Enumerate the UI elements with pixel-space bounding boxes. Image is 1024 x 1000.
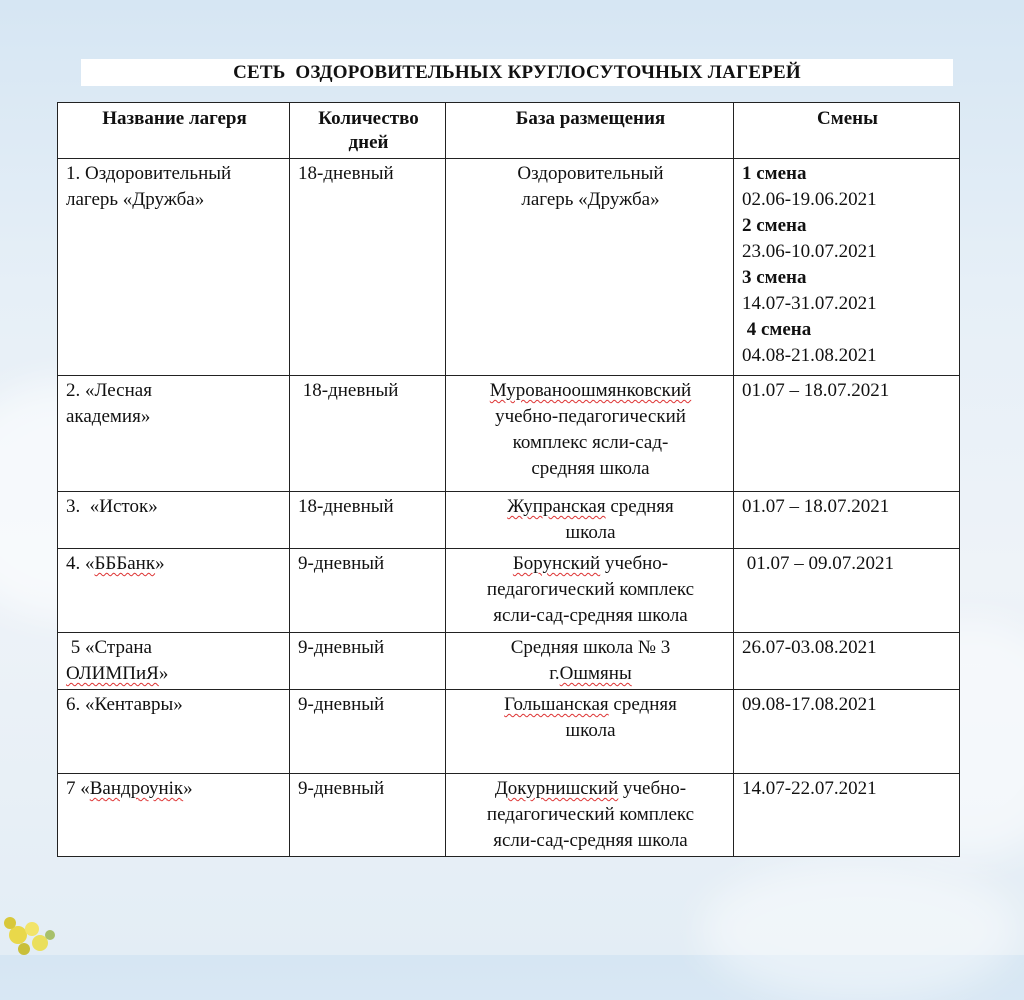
camp-name: 2. «Лесная академия» [58,376,290,492]
camp-dates: 01.07 – 18.07.2021 [734,376,960,492]
base-prefix: г. [549,663,560,684]
base-rest: учебно-педагогический комплекс ясли-сад- средняя школа [495,406,686,479]
page-title: СЕТЬ ОЗДОРОВИТЕЛЬНЫХ КРУГЛОСУТОЧНЫХ ЛАГЕРЕЙ [81,59,953,86]
camp-name [58,633,290,690]
name-line: 5 «Страна [66,637,152,658]
name-misspelled: БББанк [94,553,156,574]
table-row [58,774,960,857]
base-rest: средняя школа [565,694,677,741]
base-rest: средняя школа [565,496,674,543]
base-line: Средняя школа № 3 [510,637,671,658]
camp-days: 9-дневный [290,774,446,857]
name-misspelled: ОЛИМПиЯ [66,663,159,684]
camps-table [57,102,960,857]
camp-name [58,774,290,857]
camp-name [58,549,290,633]
camp-days: 18-дневный [290,376,446,492]
camp-days: 9-дневный [290,690,446,774]
camp-dates: 26.07-03.08.2021 [734,633,960,690]
name-suffix: » [155,553,165,574]
camp-base [446,549,734,633]
base-name-misspelled: Мурованоошмянковский [489,380,692,401]
table-row [58,690,960,774]
header-base: База размещения [446,103,734,159]
camp-base: Оздоровительный лагерь «Дружба» [446,159,734,376]
camp-days: 9-дневный [290,549,446,633]
shift-label: 1 смена [742,163,807,184]
shift-dates: 14.07-31.07.2021 [742,293,877,314]
name-prefix: 7 « [66,778,90,799]
shift-label: 4 смена [742,319,812,340]
camp-name: 3. «Исток» [58,492,290,549]
table-header-row [58,103,960,159]
camp-base [446,633,734,690]
shift-dates: 04.08-21.08.2021 [742,345,877,366]
camp-shifts [734,159,960,376]
camp-dates: 09.08-17.08.2021 [734,690,960,774]
table-row [58,492,960,549]
shift-dates: 02.06-19.06.2021 [742,189,877,210]
shift-dates: 23.06-10.07.2021 [742,241,877,262]
base-name-misspelled: Гольшанская [504,694,609,715]
camp-base [446,376,734,492]
name-suffix: » [183,778,193,799]
camp-dates: 14.07-22.07.2021 [734,774,960,857]
base-name-misspelled: Жупранская [507,496,606,517]
table-row [58,549,960,633]
shift-label: 3 смена [742,267,807,288]
base-name-misspelled: Ошмяны [559,663,632,684]
camp-base [446,690,734,774]
background-cloud [700,860,1020,1000]
camp-dates: 01.07 – 09.07.2021 [734,549,960,633]
name-prefix: 4. « [66,553,95,574]
base-name-misspelled: Докурнишский [494,778,619,799]
flower-decoration-icon [0,905,70,955]
base-rest: учебно- педагогический комплекс ясли-сад-средняя школа [486,778,695,851]
camp-base [446,492,734,549]
name-misspelled: Вандроунік [89,778,184,799]
base-rest: учебно- педагогический комплекс ясли-сад-средняя школа [486,553,695,626]
shift-label: 2 смена [742,215,807,236]
header-days: Количество дней [290,103,446,159]
header-shifts: Смены [734,103,960,159]
table-row [58,633,960,690]
camp-days: 9-дневный [290,633,446,690]
camp-name: 1. Оздоровительный лагерь «Дружба» [58,159,290,376]
name-suffix: » [158,663,169,684]
table-row [58,376,960,492]
header-name: Название лагеря [58,103,290,159]
camp-name: 6. «Кентавры» [58,690,290,774]
camp-dates: 01.07 – 18.07.2021 [734,492,960,549]
camp-days: 18-дневный [290,159,446,376]
camp-base [446,774,734,857]
camp-days: 18-дневный [290,492,446,549]
table-row [58,159,960,376]
base-name-misspelled: Борунский [512,553,601,574]
